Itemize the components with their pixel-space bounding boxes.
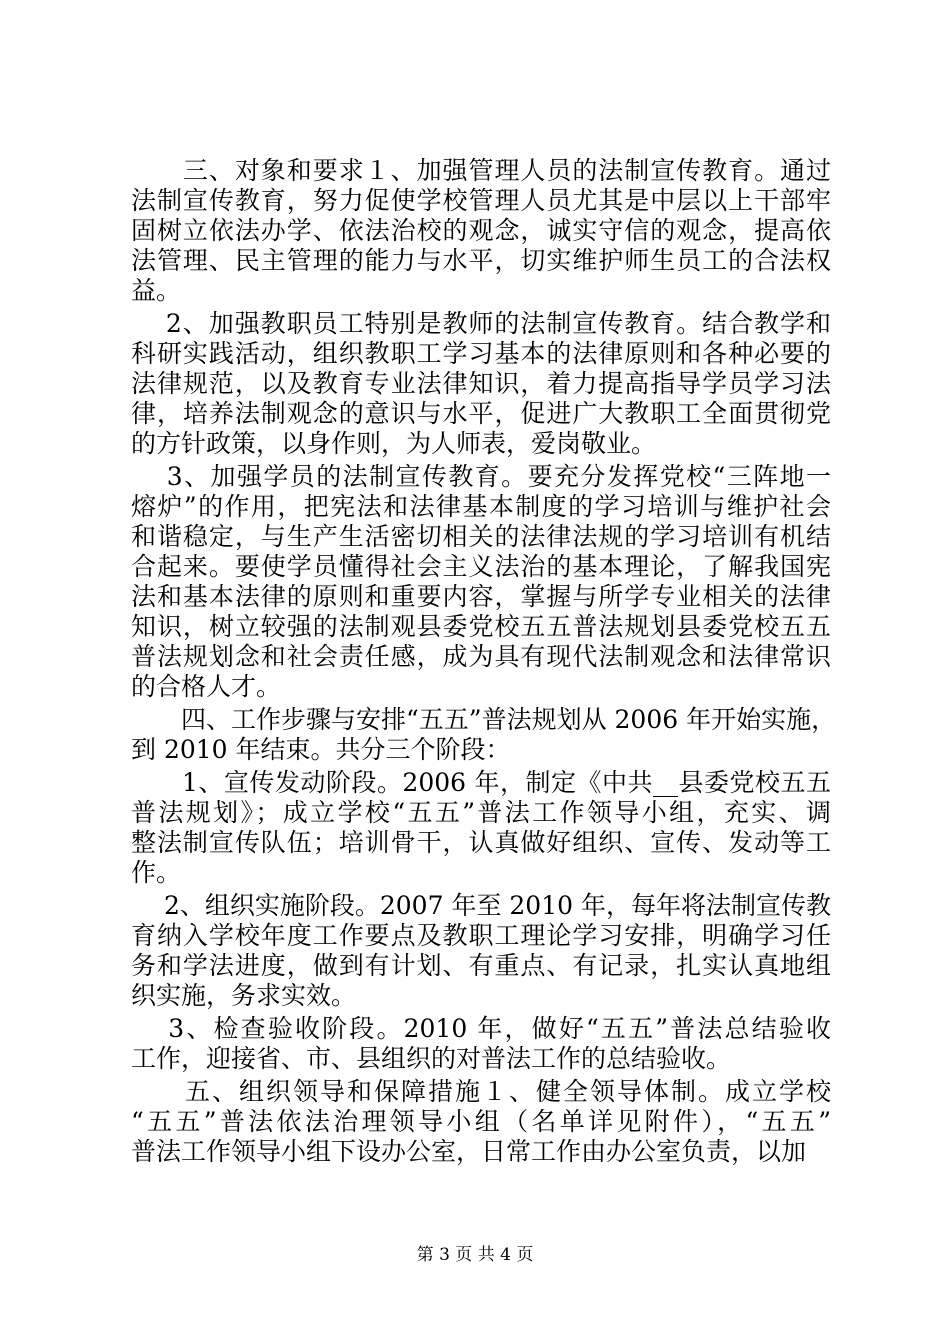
paragraph-6-line: 织实施，务求实效。: [131, 981, 357, 1010]
paragraph-5-line: 普法规划》；成立学校“五五”普法工作领导小组，充实、调: [131, 798, 831, 827]
paragraph-1-line: 三、对象和要求１、加强管理人员的法制宣传教育。通过: [131, 156, 831, 185]
paragraph-5-line: 作。: [131, 858, 182, 887]
paragraph-2-line: 法律规范，以及教育专业法律知识，着力提高指导学员学习法: [131, 369, 831, 398]
paragraph-3-line: 熔炉”的作用，把宪法和法律基本制度的学习培训与维护社会: [131, 492, 831, 521]
paragraph-3-line: 普法规划念和社会责任感，成为具有现代法制观念和法律常识: [131, 642, 831, 671]
paragraph-2-line: 的方针政策，以身作则，为人师表，爱岗敬业。: [131, 429, 657, 458]
paragraph-3-line: 和谐稳定，与生产生活密切相关的法律法规的学习培训有机结: [131, 522, 831, 551]
paragraph-8-line: 五、组织领导和保障措施１、健全领导体制。成立学校: [131, 1077, 831, 1106]
paragraph-2-line: 科研实践活动，组织教职工学习基本的法律原则和各种必要的: [131, 339, 831, 368]
paragraph-3-line: 法和基本法律的原则和重要内容，掌握与所学专业相关的法律: [131, 582, 831, 611]
paragraph-4-line: 到 2010 年结束。共分三个阶段：: [131, 735, 511, 764]
paragraph-5-line: 1、宣传发动阶段。2006 年，制定《中共__县委党校五五: [131, 768, 831, 797]
paragraph-6-line: 2、组织实施阶段。2007 年至 2010 年，每年将法制宣传教: [131, 891, 831, 920]
paragraph-1-line: 固树立依法办学、依法治校的观念，诚实守信的观念，提高依: [131, 216, 831, 245]
paragraph-3-line: 知识，树立较强的法制观县委党校五五普法规划县委党校五五: [131, 612, 831, 641]
paragraph-6-line: 务和学法进度，做到有计划、有重点、有记录，扎实认真地组: [131, 951, 831, 980]
paragraph-6-line: 育纳入学校年度工作要点及教职工理论学习安排，明确学习任: [131, 921, 831, 950]
paragraph-1-line: 法管理、民主管理的能力与水平，切实维护师生员工的合法权: [131, 246, 831, 275]
paragraph-8-line: “五五”普法依法治理领导小组（名单详见附件），“五五”: [131, 1107, 831, 1136]
page-footer: 第 3 页 共 4 页: [416, 1245, 534, 1265]
paragraph-8-line: 普法工作领导小组下设办公室，日常工作由办公室负责，以加: [131, 1137, 807, 1166]
paragraph-1-line: 法制宣传教育，努力促使学校管理人员尤其是中层以上干部牢: [131, 186, 831, 215]
paragraph-7-line: 3、检查验收阶段。2010 年，做好“五五”普法总结验收: [131, 1014, 831, 1043]
paragraph-3-line: 合起来。要使学员懂得社会主义法治的基本理论，了解我国宪: [131, 552, 831, 581]
paragraph-7-line: 工作，迎接省、市、县组织的对普法工作的总结验收。: [131, 1044, 732, 1073]
paragraph-3-line: 3、加强学员的法制宣传教育。要充分发挥党校“三阵地一: [131, 462, 831, 491]
paragraph-2-line: 律，培养法制观念的意识与水平，促进广大教职工全面贯彻党: [131, 399, 831, 428]
paragraph-3-line: 的合格人才。: [131, 672, 282, 701]
paragraph-4-line: 四、工作步骤与安排“五五”普法规划从 2006 年开始实施，: [131, 705, 837, 734]
paragraph-5-line: 整法制宣传队伍；培训骨干，认真做好组织、宣传、发动等工: [131, 828, 831, 857]
paragraph-1-line: 益。: [131, 276, 182, 305]
paragraph-2-line: 2、加强教职员工特别是教师的法制宣传教育。结合教学和: [131, 309, 831, 338]
